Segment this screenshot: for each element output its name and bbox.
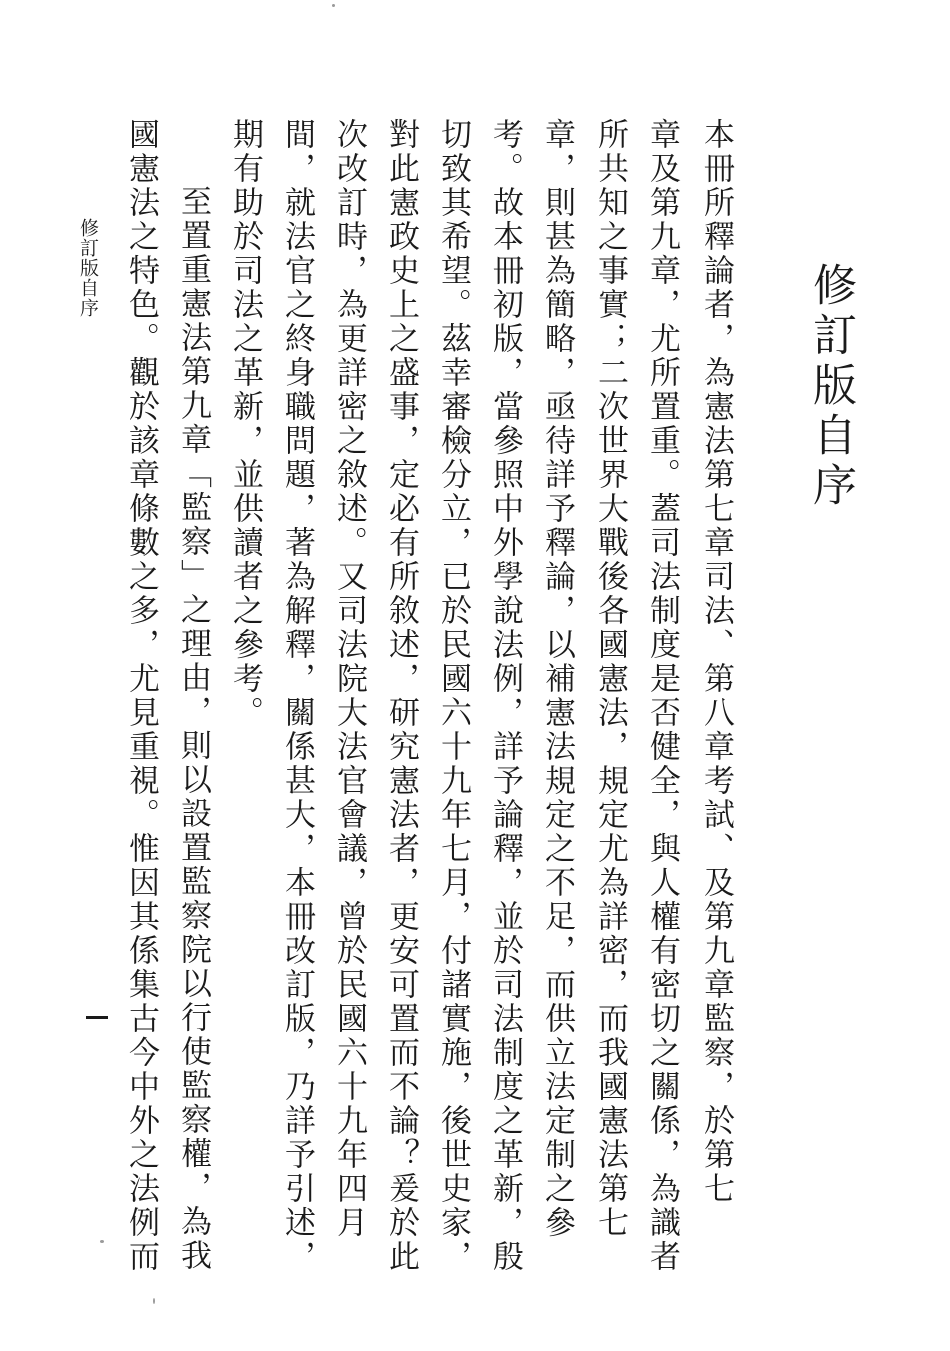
text-column: 期有助於司法之革新，並供讀者之參考。: [227, 118, 263, 730]
text-column: 切致其希望。茲幸審檢分立，已於民國六十九年七月，付諸實施，後世史家，: [435, 118, 471, 1274]
running-head: 修訂版自序: [77, 218, 99, 318]
text-column: 間，就法官之終身職問題，著為解釋，關係甚大，本冊改訂版，乃詳予引述，: [279, 118, 315, 1274]
scan-speck: [100, 1240, 104, 1243]
text-column: 次改訂時，為更詳密之敘述。又司法院大法官會議，曾於民國六十九年四月: [331, 118, 367, 1240]
scan-speck: [332, 4, 335, 7]
text-column: 章，則甚為簡略，亟待詳予釋論，以補憲法規定之不足，而供立法定制之參: [539, 118, 575, 1240]
text-column: 本冊所釋論者，為憲法第七章司法、第八章考試、及第九章監察，於第七: [698, 118, 734, 1206]
scan-speck: [153, 1298, 155, 1304]
page-title: 修訂版自序: [805, 262, 856, 512]
page-number: [86, 1016, 108, 1019]
text-column: 考。故本冊初版，當參照中外學說法例，詳予論釋，並於司法制度之革新，殷: [487, 118, 523, 1274]
text-column: 對此憲政史上之盛事，定必有所敘述，研究憲法者，更安可置而不論？爰於此: [383, 118, 419, 1274]
text-column: 國憲法之特色。觀於該章條數之多，尤見重視。惟因其係集古今中外之法例而: [123, 118, 159, 1274]
text-column: 所共知之事實；二次世界大戰後各國憲法，規定尤為詳密，而我國憲法第七: [592, 118, 628, 1240]
text-column: 章及第九章，尤所置重。蓋司法制度是否健全，與人權有密切之關係，為識者: [644, 118, 680, 1274]
text-column: 至置重憲法第九章「監察」之理由，則以設置監察院以行使監察權，為我: [175, 185, 211, 1273]
